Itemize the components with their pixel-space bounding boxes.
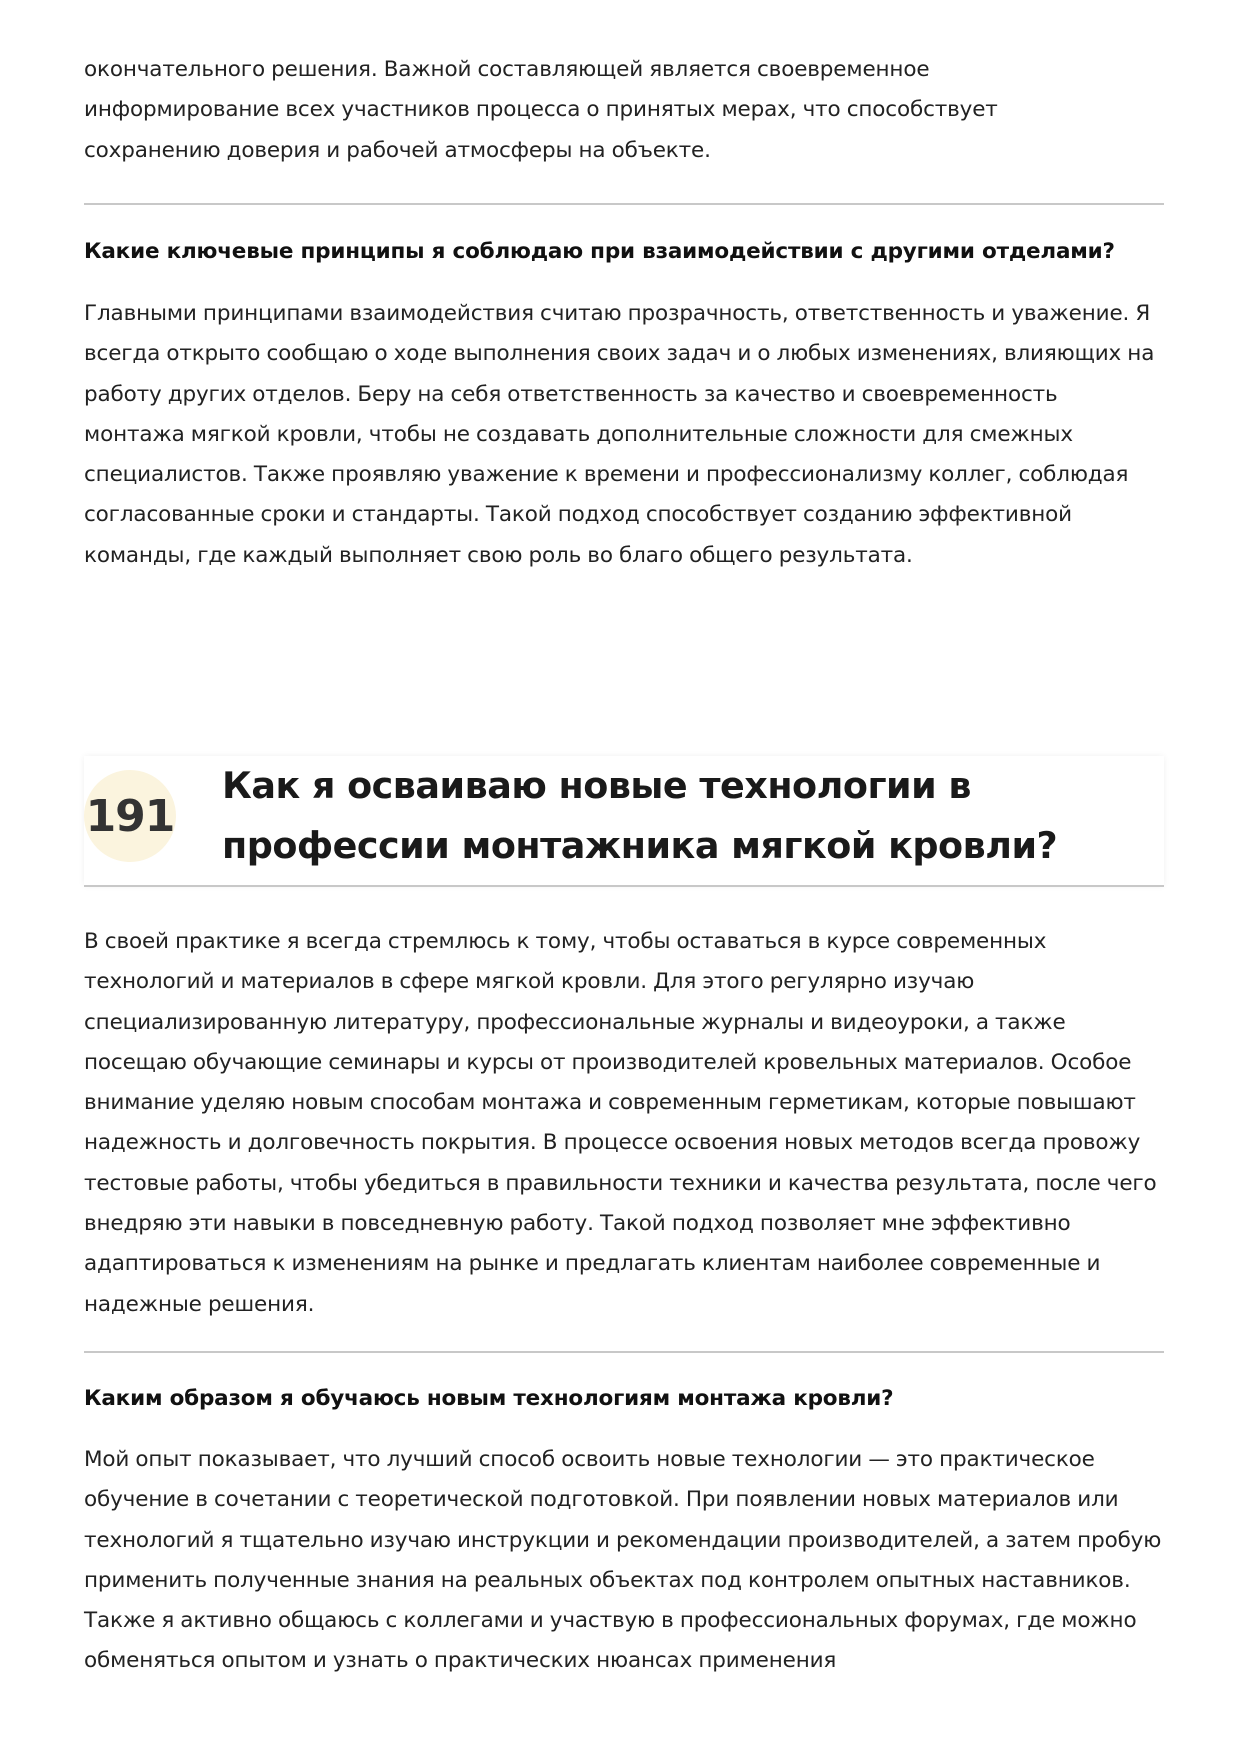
chapter-number-badge: 191 — [84, 770, 176, 862]
chapter-title: Как я осваиваю новые технологии в профессии монтажника мягкой кровли? — [222, 764, 1058, 867]
answer-paragraph-2: Мой опыт показывает, что лучший способ освоить новые технологии — это практическое обучение в сочетании с теоретической подготовкой. При появлении новых материалов или технологий я тщательно изучаю инструкции и рекомендации производителей, а затем пробую применить полученные знания на реальных объектах под контролем опытных наставников. Также я активно общаюсь с коллегами и участвую в профессиональных форумах, где можно обменяться опытом и узнать о практических нюансах применения — [84, 1447, 1162, 1674]
divider-2 — [84, 1351, 1164, 1353]
chapter-divider — [84, 885, 1164, 887]
question-heading-1: Какие ключевые принципы я соблюдаю при взаимодействии с другими отделами? — [84, 239, 1115, 264]
chapter-intro-paragraph: В своей практике я всегда стремлюсь к тому, чтобы оставаться в курсе современных технологий и материалов в сфере мягкой кровли. Для этого регулярно изучаю специализированную литературу, профессиональные журналы и видеоуроки, а также посещаю обучающие семинары и курсы от производителей кровельных материалов. Особое внимание уделяю новым способам монтажа и современным герметикам, которые повышают надежность и долговечность покрытия. В процессе освоения новых методов всегда провожу тестовые работы, чтобы убедиться в правильности техники и качества результата, после чего внедряю эти навыки в повседневную работу. Такой подход позволяет мне эффективно адаптироваться к изменениям на рынке и предлагать клиентам наиболее современные и надежные решения. — [84, 929, 1157, 1317]
chapter-header — [84, 756, 1164, 886]
divider-1 — [84, 203, 1164, 205]
question-heading-2: Каким образом я обучаюсь новым технологиям монтажа кровли? — [84, 1386, 894, 1411]
top-paragraph: окончательного решения. Важной составляющей является своевременное информирование всех участников процесса о принятых мерах, что способствует сохранению доверия и рабочей атмосферы на объекте. — [84, 57, 998, 163]
answer-paragraph-1: Главными принципами взаимодействия считаю прозрачность, ответственность и уважение. Я всегда открыто сообщаю о ходе выполнения своих задач и о любых изменениях, влияющих на работу других отделов. Беру на себя ответственность за качество и своевременность монтажа мягкой кровли, чтобы не создавать дополнительные сложности для смежных специалистов. Также проявляю уважение к времени и профессионализму коллег, соблюдая согласованные сроки и стандарты. Такой подход способствует созданию эффективной команды, где каждый выполняет свою роль во благо общего результата. — [84, 301, 1155, 568]
